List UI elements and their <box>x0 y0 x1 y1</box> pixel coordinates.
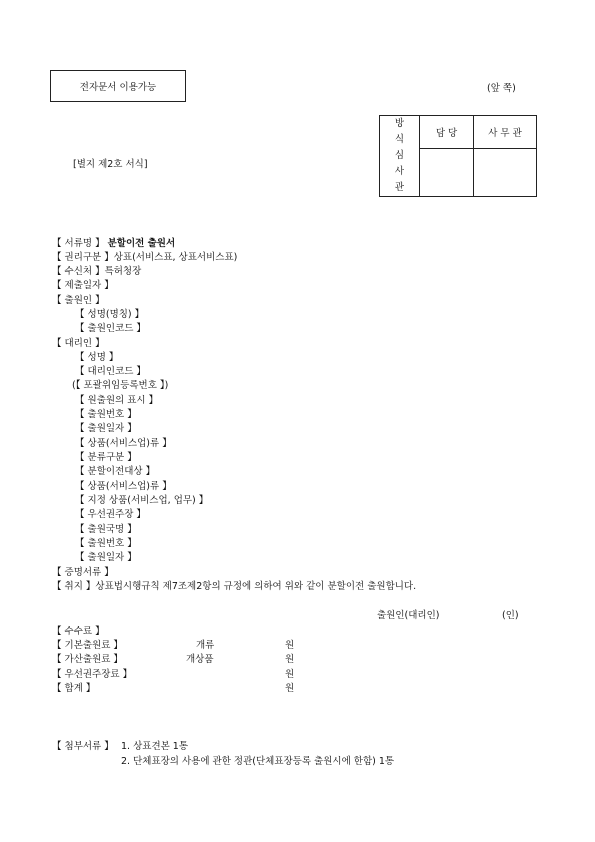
examiner-char-4: 사 <box>394 166 405 177</box>
proof-row: 【 증명서류 】 <box>52 567 114 578</box>
goods-class-row: 【 상품(서비스업)류 】 <box>75 438 172 449</box>
rights-value: 상표(서비스표, 상표서비스표) <box>113 252 238 263</box>
form-number: [별지 제2호 서식] <box>73 159 148 170</box>
examiner-char-1: 방 <box>394 118 405 129</box>
priority-claim-row: 【 우선권주장 】 <box>75 509 146 520</box>
examiner-char-5: 관 <box>394 182 405 193</box>
agent-code-row: 【 대리인코드 】 <box>75 366 146 377</box>
doc-name-row <box>52 237 175 251</box>
rights-label: 【 권리구분 】 <box>52 252 114 263</box>
applicant-name-row: 【 성명(명칭) 】 <box>75 309 145 320</box>
signer-label: 출원인(대리인) <box>377 610 440 621</box>
fee-extra-label: 【 가산출원료 】 <box>52 654 123 665</box>
attachment-item-1: 1. 상표견본 1통 <box>121 741 189 752</box>
recipient-row: 【 수신처 】특허청장 <box>52 266 142 277</box>
designated-goods-row: 【 지정 상품(서비스업, 업무) 】 <box>75 495 209 506</box>
fee-extra-unit: 개상품 <box>186 654 214 665</box>
fee-extra-won: 원 <box>285 654 295 665</box>
electronic-doc-label: 전자문서 이용가능 <box>79 82 157 93</box>
in-charge-header: 담 당 <box>420 116 474 149</box>
applicant-code-row: 【 출원인코드 】 <box>75 323 146 334</box>
goods-class2-row: 【 상품(서비스업)류 】 <box>75 481 172 492</box>
examiner-char-3: 심 <box>394 150 405 161</box>
fee-total-label: 【 합계 】 <box>52 683 96 694</box>
page-side-label: (앞 쪽) <box>487 83 516 94</box>
rights-row <box>52 251 237 265</box>
power-of-attorney-row: (【 포괄위임등록번호 】) <box>72 380 169 391</box>
purpose-row: 【 취지 】상표법시행규칙 제7조제2항의 규정에 의하여 위와 같이 분할이전 출원합니다. <box>52 581 417 592</box>
officer-signature-cell[interactable] <box>474 148 537 196</box>
original-app-row: 【 원출원의 표시 】 <box>75 395 159 406</box>
agent-row: 【 대리인 】 <box>52 338 105 349</box>
fee-basic-unit: 개류 <box>196 640 215 651</box>
examiner-char-2: 식 <box>394 134 405 145</box>
fee-basic-won: 원 <box>285 640 295 651</box>
attachments-label: 【 첨부서류 】 <box>52 741 114 752</box>
app-number-row: 【 출원번호 】 <box>75 409 137 420</box>
app-date-row: 【 출원일자 】 <box>75 423 137 434</box>
attachment-item-2: 2. 단체표장의 사용에 관한 정관(단체표장등록 출원시에 한함) 1통 <box>121 756 395 767</box>
priority-number-row: 【 출원번호 】 <box>75 538 137 549</box>
approval-table <box>379 115 537 197</box>
fee-priority-won: 원 <box>285 669 295 680</box>
submit-date-row: 【 제출일자 】 <box>52 280 114 291</box>
agent-name-row: 【 성명 】 <box>75 352 119 363</box>
fee-basic-label: 【 기본출원료 】 <box>52 640 123 651</box>
priority-date-row: 【 출원일자 】 <box>75 552 137 563</box>
in-charge-signature-cell[interactable] <box>420 148 474 196</box>
country-row: 【 출원국명 】 <box>75 524 137 535</box>
examiner-cell <box>380 116 420 197</box>
transfer-target-row: 【 분할이전대상 】 <box>75 466 156 477</box>
doc-name-value: 분할이전 출원서 <box>107 238 176 249</box>
seal-mark: (인) <box>502 610 519 621</box>
fee-total-won: 원 <box>285 683 295 694</box>
fee-priority-label: 【 우선권주장료 】 <box>52 669 133 680</box>
division-row: 【 분류구분 】 <box>75 452 137 463</box>
fees-title: 【 수수료 】 <box>52 626 105 637</box>
doc-name-label: 【 서류명 】 <box>52 238 105 249</box>
officer-header: 사 무 관 <box>474 116 537 149</box>
applicant-row: 【 출원인 】 <box>52 295 105 306</box>
electronic-doc-box <box>50 70 186 102</box>
